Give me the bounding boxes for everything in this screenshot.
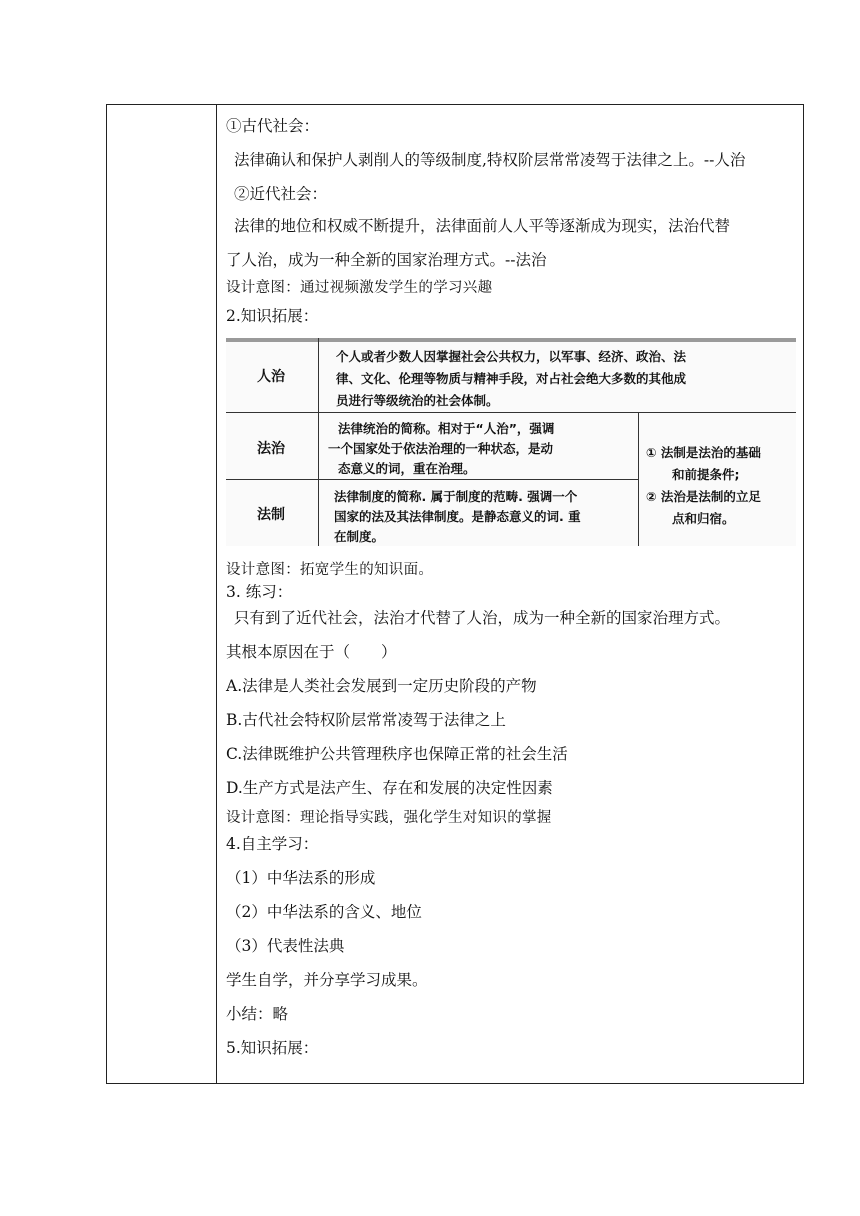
self-study-item-1: （1）中华法系的形成 — [226, 869, 376, 887]
table-top-border — [226, 338, 796, 342]
column-divider — [216, 104, 217, 1084]
desc-renzhi-3: 员进行等级统治的社会体制。 — [336, 393, 499, 408]
modern-text-1: 法律的地位和权威不断提升，法律面前人人平等逐渐成为现实，法治代替 — [234, 217, 731, 235]
option-c: C.法律既维护公共管理秩序也保障正常的社会生活 — [226, 745, 568, 763]
term-renzhi: 人治 — [257, 369, 285, 385]
section2-title: 2.知识拓展： — [226, 307, 319, 325]
question-line-2: 其根本原因在于（ ） — [226, 643, 397, 661]
desc-fazhi-2: 一个国家处于依法治理的一种状态，是动 — [328, 441, 554, 456]
section4-title: 4.自主学习： — [226, 835, 319, 853]
side-note-4: 点和归宿。 — [672, 511, 735, 526]
side-note-2: 和前提条件; — [672, 467, 740, 482]
side-note-1: ① 法制是法治的基础 — [646, 445, 761, 460]
section5-title: 5.知识拓展： — [226, 1039, 319, 1057]
desc-fazhi-3: 态意义的词，重在治理。 — [338, 461, 476, 476]
design-intent-3: 设计意图：理论指导实践，强化学生对知识的掌握 — [226, 810, 552, 826]
ancient-title: ①古代社会： — [226, 117, 320, 135]
desc-fazhi-system-3: 在制度。 — [334, 529, 385, 544]
option-d: D.生产方式是法产生、存在和发展的决定性因素 — [226, 779, 553, 797]
question-line-1: 只有到了近代社会，法治才代替了人治，成为一种全新的国家治理方式。 — [234, 609, 731, 627]
side-note-3: ② 法治是法制的立足 — [646, 489, 761, 504]
modern-text-2: 了人治，成为一种全新的国家治理方式。--法治 — [226, 251, 547, 269]
knowledge-table — [226, 338, 796, 546]
summary: 小结：略 — [226, 1005, 289, 1023]
term-fazhi-system: 法制 — [257, 507, 285, 523]
self-study-item-3: （3）代表性法典 — [226, 937, 345, 955]
desc-fazhi-system-2: 国家的法及其法律制度。是静态意义的词. 重 — [334, 509, 581, 524]
desc-fazhi-1: 法律统治的简称。相对于“人治”，强调 — [338, 421, 555, 436]
desc-fazhi-system-1: 法律制度的简称. 属于制度的范畴. 强调一个 — [334, 489, 578, 504]
option-a: A.法律是人类社会发展到一定历史阶段的产物 — [226, 677, 537, 695]
desc-renzhi-2: 律、文化、伦理等物质与精神手段，对占社会绝大多数的其他成 — [336, 371, 687, 386]
self-study-item-2: （2）中华法系的含义、地位 — [226, 903, 422, 921]
modern-title: ②近代社会： — [234, 185, 328, 203]
design-intent-2: 设计意图：拓宽学生的知识面。 — [226, 562, 434, 578]
term-fazhi: 法治 — [257, 441, 285, 457]
ancient-text: 法律确认和保护人剥削人的等级制度,特权阶层常常凌驾于法律之上。--人治 — [234, 151, 746, 169]
desc-renzhi-1: 个人或者少数人因掌握社会公共权力，以军事、经济、政治、法 — [336, 349, 687, 364]
share-results: 学生自学，并分享学习成果。 — [226, 971, 428, 989]
design-intent-1: 设计意图：通过视频激发学生的学习兴趣 — [226, 280, 493, 296]
option-b: B.古代社会特权阶层常常凌驾于法律之上 — [226, 711, 506, 729]
section3-title: 3. 练习： — [226, 583, 293, 601]
